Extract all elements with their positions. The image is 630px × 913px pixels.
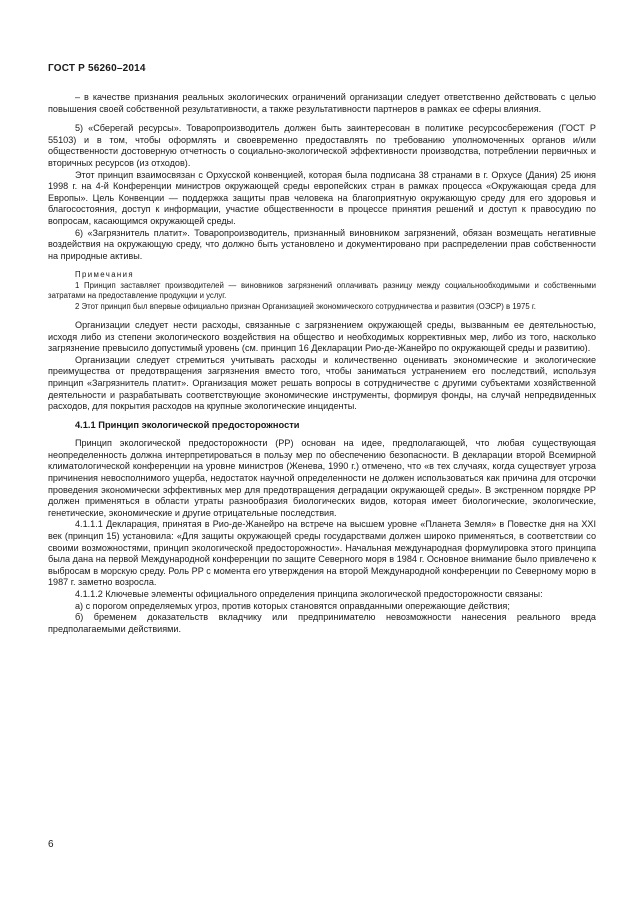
section-heading-4-1-1: 4.1.1 Принцип экологической предосторожности <box>75 419 300 430</box>
paragraph-principle-6: 6) «Загрязнитель платит». Товаропроизводитель, признанный виновником загрязнений, обязан возмещать негативные воздействия на окружающую среду, что должно быть установлено и документировано при распределении прав собственности на природные активы. <box>48 227 596 261</box>
notes-heading: Примечания <box>75 270 135 280</box>
page-header-standard-number: ГОСТ Р 56260–2014 <box>48 63 146 74</box>
paragraph-organization-benefits: Организации следует стремиться учитывать расходы и количественно оценивать экономические и экологические преимущества от предотвращения загрязнения вместо того, чтобы заниматься устранением его последствий, используя принцип «Загрязнитель платит». Организация может решать вопросы в сотрудничестве с другими субъектами хозяйственной деятельности и разрабатывать соответствующие экономические инструменты, формируя фонды, на случай непредвиденных расходов, для покрытия расходов на крупные экологические инциденты. <box>48 354 596 412</box>
paragraph-4-1-1-1: 4.1.1.1 Декларация, принятая в Рио-де-Жанейро на встрече на высшем уровне «Планета Земля» в Повестке дня на XXI век (принцип 15) установила: «Для защиты окружающей среды государствами должен широко применяться, в соответствии со своими возможностями, принцип экологической предосторожности». Начальная международная формулировка этого принципа была дана на первой Международной конференции по защите Северного моря в 1984 г. Основное внимание было привлечено к выбросам в морскую среду. Роль PP с момента его утверждения на второй Международной конференции по Северному морю в 1987 г. заметно возросла. <box>48 519 596 588</box>
paragraph-intro-bullet: – в качестве признания реальных экологических ограничений организации следует ответственно действовать с целью повышения своей собственной результативности, а также результативности партнеров в рамках ее сферы влияния. <box>48 92 596 114</box>
paragraph-precaution-principle: Принцип экологической предосторожности (PP) основан на идее, предполагающей, что любая существующая неопределенность должна интерпретироваться в пользу мер по обеспечению безопасности. В декларации второй Всемирной климатологической конференции на уровне министров (Женева, 1990 г.) отмечено, что «в тех случаях, когда существует угроза причинения невосполнимого ущерба, недостаток научной определенности не должен использоваться как причина для отсрочки проведения экономически эффективных мер для предотвращения деградации окружающей среды». В экстренном порядке PP должен применяться в области утраты разнообразия биологических видов, которая имеет биологические, экологические, генетические, экономические и другие отрицательные последствия. <box>48 438 596 518</box>
page-number: 6 <box>48 839 54 850</box>
list-item-a: а) с порогом определяемых угроз, против которых становятся оправданными опережающие действия; <box>75 600 510 611</box>
paragraph-organization-costs: Организации следует нести расходы, связанные с загрязнением окружающей среды, вызванным ее деятельностью, исходя либо из степени экологического воздействия на общество и необходимых коррективных мер, либо из того, насколько загрязнение превысило допустимый уровень (см. принцип 16 Декларации Рио-де-Жанейро по окружающей среды и развитию). <box>48 319 596 354</box>
note-1: 1 Принцип заставляет производителей — виновников загрязнений оплачивать разницу между социальнообходимыми и собственными затратами на предоставление продукции и услуг. <box>48 280 596 301</box>
document-body <box>48 92 596 635</box>
paragraph-4-1-1-2: 4.1.1.2 Ключевые элементы официального определения принципа экологической предосторожности связаны: <box>75 589 543 599</box>
paragraph-principle-5: 5) «Сберегай ресурсы». Товаропроизводитель должен быть заинтересован в политике ресурсосбережения (ГОСТ Р 55103) и в том, чтобы оформлять и своевременно предоставлять по требованию уполномоченных органов и/или общественности достоверную отчетность о социально-экологической эффективности производства, потреблении первичных и вторичных ресурсов (из отходов). <box>48 123 596 168</box>
paragraph-aarhus-convention: Этот принцип взаимосвязан с Орхусской конвенцией, которая была подписана 38 странами в г. Орхусе (Дания) 25 июня 1998 г. на 4-й Конференции министров окружающей среды европейских стран в рамках процесса «Окружающая среда для Европы». Цель Конвенции — поддержка защиты прав человека на благоприятную окружающую среду для его здоровья и благосостояния, доступ к информации, участие общественности в процессе принятия решений и доступ к правосудию по вопросам, касающимся окружающей среды. <box>48 169 596 226</box>
list-item-b: б) бременем доказательств вкладчику или предпринимателю невозможности нанесения реального вреда предполагаемыми действиями. <box>48 612 596 634</box>
note-2: 2 Этот принцип был впервые официально признан Организацией экономического сотрудничества и развития (ОЭСР) в 1975 г. <box>75 301 536 311</box>
